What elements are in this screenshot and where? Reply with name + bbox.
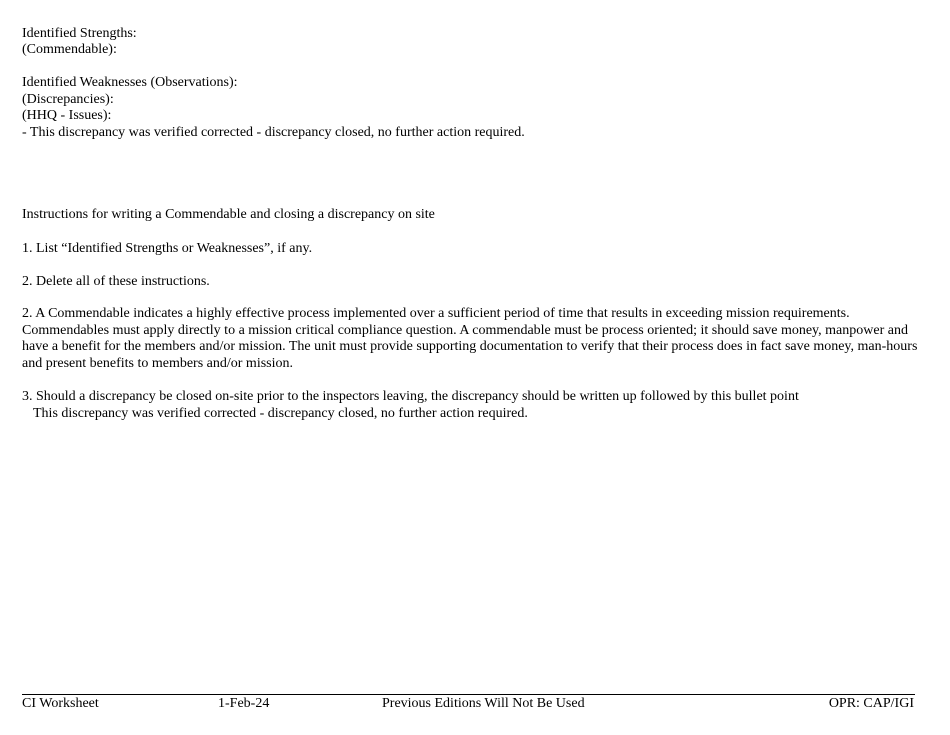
instruction-item-3-bullet: This discrepancy was verified corrected - discrepancy closed, no further action required.	[33, 406, 528, 421]
commendable-heading: (Commendable):	[22, 42, 117, 57]
weaknesses-heading: Identified Weaknesses (Observations):	[22, 75, 238, 90]
discrepancies-heading: (Discrepancies):	[22, 92, 114, 107]
instruction-item-commendable: 2. A Commendable indicates a highly effective process implemented over a sufficient period of time that results in exceeding mission requirements. Commendables must apply directly to a mission critical compliance question. A commendable must be process oriented; it should save money, manpower and have a benefit for the members and/or mission. The unit must provide supporting documentation to verify that their process does in fact save money, man-hours and present benefits to members and/or mission.	[22, 306, 918, 371]
instruction-item-3: 3. Should a discrepancy be closed on-site prior to the inspectors leaving, the discrepancy should be written up followed by this bullet point	[22, 389, 799, 404]
instruction-item-2: 2. Delete all of these instructions.	[22, 274, 210, 289]
hhq-issues-heading: (HHQ - Issues):	[22, 108, 112, 123]
instruction-item-1: 1. List “Identified Strengths or Weaknesses”, if any.	[22, 241, 313, 256]
footer-date: 1-Feb-24	[218, 696, 270, 711]
footer-divider	[22, 694, 915, 695]
footer-opr: OPR: CAP/IGI	[828, 696, 914, 711]
strengths-heading: Identified Strengths:	[22, 26, 137, 41]
instructions-title: Instructions for writing a Commendable and closing a discrepancy on site	[22, 207, 435, 222]
closure-bullet: - This discrepancy was verified corrected - discrepancy closed, no further action required.	[22, 125, 525, 140]
footer-form-name: CI Worksheet	[22, 696, 99, 711]
footer-notice: Previous Editions Will Not Be Used	[382, 696, 585, 711]
